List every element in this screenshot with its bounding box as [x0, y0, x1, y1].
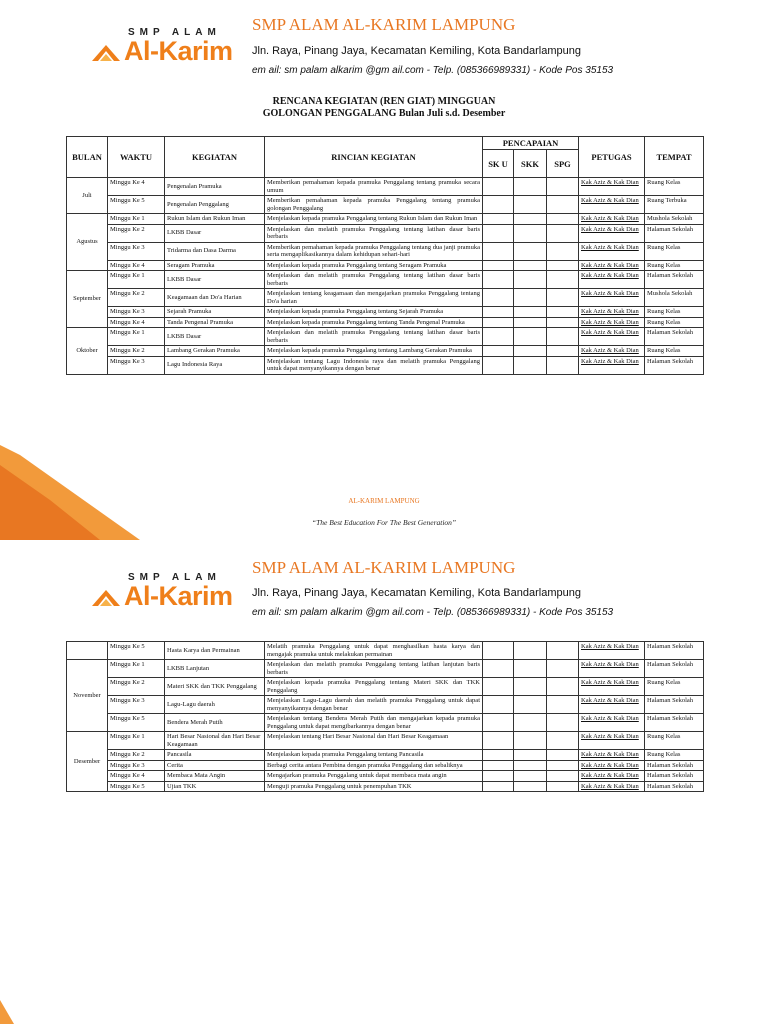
col-header-spg: SPG — [547, 150, 579, 178]
tempat-cell: Mushola Sekolah — [645, 289, 704, 307]
spg-cell — [547, 642, 579, 660]
waktu-cell: Minggu Ke 3 — [108, 242, 165, 260]
petugas-cell: Kak Aziz & Kak Dian — [579, 696, 645, 714]
petugas-cell: Kak Aziz & Kak Dian — [579, 317, 645, 328]
spg-cell — [547, 328, 579, 346]
school-logo — [90, 27, 240, 72]
rincian-cell: Menjelaskan tentang Lagu Indonesia raya dan melatih pramuka Penggalang untuk dapat menyanyikannya dengan benar — [265, 356, 483, 374]
tempat-cell: Halaman Sekolah — [645, 328, 704, 346]
logo-mark-icon — [90, 41, 122, 63]
month-cell: Agustus — [67, 214, 108, 271]
skk-cell — [514, 196, 547, 214]
spg-cell — [547, 660, 579, 678]
rincian-cell: Memberikan pemahaman kepada pramuka Penggalang tentang pramuka secara umum — [265, 178, 483, 196]
tempat-cell: Ruang Terbuka — [645, 196, 704, 214]
petugas-cell: Kak Aziz & Kak Dian — [579, 678, 645, 696]
logo-name-text: Al-Karim — [124, 36, 233, 66]
sku-cell — [483, 242, 514, 260]
spg-cell — [547, 271, 579, 289]
petugas-cell: Kak Aziz & Kak Dian — [579, 660, 645, 678]
month-cell: Desember — [67, 732, 108, 792]
schedule-body — [67, 178, 704, 375]
logo-top-text: SMP ALAM — [128, 27, 221, 38]
petugas-cell: Kak Aziz & Kak Dian — [579, 289, 645, 307]
col-header-waktu: WAKTU — [108, 137, 165, 178]
spg-cell — [547, 750, 579, 761]
waktu-cell: Minggu Ke 4 — [108, 178, 165, 196]
schedule-body-continued — [67, 642, 704, 792]
petugas-cell: Kak Aziz & Kak Dian — [579, 271, 645, 289]
spg-cell — [547, 289, 579, 307]
spg-cell — [547, 696, 579, 714]
petugas-cell: Kak Aziz & Kak Dian — [579, 346, 645, 357]
school-contact: em ail: sm palam alkarim @gm ail.com - Telp. (085366989331) - Kode Pos 35153 — [252, 65, 614, 76]
tempat-cell: Halaman Sekolah — [645, 760, 704, 771]
spg-cell — [547, 771, 579, 782]
petugas-cell: Kak Aziz & Kak Dian — [579, 642, 645, 660]
waktu-cell: Minggu Ke 1 — [108, 732, 165, 750]
waktu-cell: Minggu Ke 2 — [108, 224, 165, 242]
petugas-cell: Kak Aziz & Kak Dian — [579, 760, 645, 771]
rincian-cell: Menjelaskan kepada pramuka Penggalang tentang Materi SKK dan TKK Penggalang — [265, 678, 483, 696]
skk-cell — [514, 678, 547, 696]
spg-cell — [547, 760, 579, 771]
school-address-2: Jln. Raya, Pinang Jaya, Kecamatan Kemiling, Kota Bandarlampung — [252, 587, 581, 599]
waktu-cell: Minggu Ke 2 — [108, 289, 165, 307]
sku-cell — [483, 714, 514, 732]
table-row — [67, 714, 704, 732]
corner-decoration-icon — [0, 1000, 20, 1024]
tempat-cell: Ruang Kelas — [645, 346, 704, 357]
table-row — [67, 660, 704, 678]
rincian-cell: Menjelaskan kepada pramuka Penggalang tentang Tanda Pengenal Pramuka — [265, 317, 483, 328]
waktu-cell: Minggu Ke 2 — [108, 346, 165, 357]
table-row — [67, 771, 704, 782]
kegiatan-cell: LKBB Dasar — [165, 271, 265, 289]
kegiatan-cell: LKBB Dasar — [165, 224, 265, 242]
table-row — [67, 289, 704, 307]
table-row — [67, 178, 704, 196]
month-cell: September — [67, 271, 108, 328]
sku-cell — [483, 260, 514, 271]
col-header-skk: SKK — [514, 150, 547, 178]
spg-cell — [547, 714, 579, 732]
waktu-cell: Minggu Ke 4 — [108, 771, 165, 782]
skk-cell — [514, 346, 547, 357]
title-line-1: RENCANA KEGIATAN (REN GIAT) MINGGUAN — [272, 96, 496, 107]
rincian-cell: Berbagi cerita antara Pembina dengan pramuka Penggalang dan sebaliknya — [265, 760, 483, 771]
kegiatan-cell: Membaca Mata Angin — [165, 771, 265, 782]
sku-cell — [483, 696, 514, 714]
petugas-cell: Kak Aziz & Kak Dian — [579, 260, 645, 271]
rincian-cell: Menjelaskan kepada pramuka Penggalang tentang Pancasila — [265, 750, 483, 761]
waktu-cell: Minggu Ke 1 — [108, 271, 165, 289]
col-header-pencapaian: PENCAPAIAN — [483, 137, 579, 150]
spg-cell — [547, 356, 579, 374]
logo-name-text: Al-Karim — [124, 581, 233, 611]
table-row — [67, 317, 704, 328]
tempat-cell: Halaman Sekolah — [645, 356, 704, 374]
table-row — [67, 760, 704, 771]
skk-cell — [514, 771, 547, 782]
skk-cell — [514, 660, 547, 678]
spg-cell — [547, 242, 579, 260]
sku-cell — [483, 196, 514, 214]
sku-cell — [483, 356, 514, 374]
skk-cell — [514, 224, 547, 242]
footer-motto: “The Best Education For The Best Generation” — [311, 518, 457, 527]
skk-cell — [514, 307, 547, 318]
petugas-cell: Kak Aziz & Kak Dian — [579, 771, 645, 782]
spg-cell — [547, 317, 579, 328]
skk-cell — [514, 760, 547, 771]
petugas-cell: Kak Aziz & Kak Dian — [579, 224, 645, 242]
spg-cell — [547, 781, 579, 792]
skk-cell — [514, 271, 547, 289]
kegiatan-cell: Ujian TKK — [165, 781, 265, 792]
tempat-cell: Ruang Kelas — [645, 242, 704, 260]
waktu-cell: Minggu Ke 2 — [108, 678, 165, 696]
table-row — [67, 242, 704, 260]
tempat-cell: Halaman Sekolah — [645, 771, 704, 782]
waktu-cell: Minggu Ke 1 — [108, 328, 165, 346]
kegiatan-cell: Hasta Karya dan Permainan — [165, 642, 265, 660]
tempat-cell: Halaman Sekolah — [645, 642, 704, 660]
kegiatan-cell: Cerita — [165, 760, 265, 771]
sku-cell — [483, 178, 514, 196]
table-row — [67, 196, 704, 214]
rincian-cell: Menjelaskan kepada pramuka Penggalang tentang Rukun Islam dan Rukun Iman — [265, 214, 483, 225]
waktu-cell: Minggu Ke 5 — [108, 196, 165, 214]
skk-cell — [514, 642, 547, 660]
table-row — [67, 750, 704, 761]
tempat-cell: Ruang Kelas — [645, 260, 704, 271]
tempat-cell: Halaman Sekolah — [645, 714, 704, 732]
skk-cell — [514, 750, 547, 761]
schedule-table — [66, 136, 704, 375]
school-logo-2 — [90, 572, 240, 617]
school-address: Jln. Raya, Pinang Jaya, Kecamatan Kemiling, Kota Bandarlampung — [252, 45, 581, 57]
waktu-cell: Minggu Ke 2 — [108, 750, 165, 761]
skk-cell — [514, 696, 547, 714]
skk-cell — [514, 178, 547, 196]
sku-cell — [483, 771, 514, 782]
sku-cell — [483, 214, 514, 225]
school-contact-2: em ail: sm palam alkarim @gm ail.com - Telp. (085366989331) - Kode Pos 35153 — [252, 607, 614, 618]
spg-cell — [547, 678, 579, 696]
rincian-cell: Menjelaskan tentang Hari Besar Nasional dan Hari Besar Keagamaan — [265, 732, 483, 750]
petugas-cell: Kak Aziz & Kak Dian — [579, 750, 645, 761]
sku-cell — [483, 307, 514, 318]
month-cell: November — [67, 660, 108, 732]
table-row — [67, 696, 704, 714]
sku-cell — [483, 328, 514, 346]
sku-cell — [483, 781, 514, 792]
kegiatan-cell: LKBB Lanjutan — [165, 660, 265, 678]
petugas-cell: Kak Aziz & Kak Dian — [579, 307, 645, 318]
kegiatan-cell: Tanda Pengenal Pramuka — [165, 317, 265, 328]
rincian-cell: Menjelaskan kepada pramuka Penggalang tentang Lambang Gerakan Pramuka — [265, 346, 483, 357]
kegiatan-cell: Lambang Gerakan Pramuka — [165, 346, 265, 357]
kegiatan-cell: Seragam Pramuka — [165, 260, 265, 271]
col-header-bulan: BULAN — [67, 137, 108, 178]
kegiatan-cell: Lagu Indonesia Raya — [165, 356, 265, 374]
col-header-petugas: PETUGAS — [579, 137, 645, 178]
rincian-cell: Menjelaskan tentang Bendera Merah Putih dan mengajarkan kepada pramuka Penggalang untuk dapat mengibarkannya dengan benar — [265, 714, 483, 732]
school-name: SMP ALAM AL-KARIM LAMPUNG — [252, 15, 516, 34]
kegiatan-cell: Keagamaan dan Do'a Harian — [165, 289, 265, 307]
waktu-cell: Minggu Ke 3 — [108, 356, 165, 374]
rincian-cell: Menjelaskan dan melatih pramuka Penggalang tentang latihan lanjutan baris berbaris — [265, 660, 483, 678]
rincian-cell: Menjelaskan dan melatih pramuka Penggalang tentang latihan dasar baris berbaris — [265, 271, 483, 289]
sku-cell — [483, 660, 514, 678]
kegiatan-cell: Lagu-Lagu daerah — [165, 696, 265, 714]
col-header-sku: SK U — [483, 150, 514, 178]
table-row — [67, 346, 704, 357]
waktu-cell: Minggu Ke 4 — [108, 317, 165, 328]
col-header-tempat: TEMPAT — [645, 137, 704, 178]
tempat-cell: Ruang Kelas — [645, 178, 704, 196]
kegiatan-cell: Materi SKK dan TKK Penggalang — [165, 678, 265, 696]
skk-cell — [514, 732, 547, 750]
rincian-cell: Memberikan pemahaman kepada pramuka Penggalang tentang pramuka golongan Penggalang — [265, 196, 483, 214]
sku-cell — [483, 732, 514, 750]
tempat-cell: Halaman Sekolah — [645, 660, 704, 678]
footer-school-name: AL-KARIM LAMPUNG — [348, 497, 420, 505]
waktu-cell: Minggu Ke 5 — [108, 714, 165, 732]
table-row — [67, 642, 704, 660]
petugas-cell: Kak Aziz & Kak Dian — [579, 781, 645, 792]
spg-cell — [547, 178, 579, 196]
petugas-cell: Kak Aziz & Kak Dian — [579, 356, 645, 374]
waktu-cell: Minggu Ke 3 — [108, 760, 165, 771]
spg-cell — [547, 307, 579, 318]
rincian-cell: Menguji pramuka Penggalang untuk penempuhan TKK — [265, 781, 483, 792]
table-row — [67, 271, 704, 289]
waktu-cell: Minggu Ke 3 — [108, 696, 165, 714]
spg-cell — [547, 224, 579, 242]
skk-cell — [514, 714, 547, 732]
petugas-cell: Kak Aziz & Kak Dian — [579, 196, 645, 214]
petugas-cell: Kak Aziz & Kak Dian — [579, 214, 645, 225]
kegiatan-cell: Pancasila — [165, 750, 265, 761]
kegiatan-cell: Pengenalan Penggalang — [165, 196, 265, 214]
rincian-cell: Menjelaskan Lagu-Lagu daerah dan melatih pramuka Penggalang untuk dapat menyanyikannya dengan benar — [265, 696, 483, 714]
petugas-cell: Kak Aziz & Kak Dian — [579, 242, 645, 260]
col-header-rincian: RINCIAN KEGIATAN — [265, 137, 483, 178]
sku-cell — [483, 346, 514, 357]
spg-cell — [547, 346, 579, 357]
skk-cell — [514, 260, 547, 271]
tempat-cell: Ruang Kelas — [645, 317, 704, 328]
table-row — [67, 781, 704, 792]
tempat-cell: Ruang Kelas — [645, 678, 704, 696]
rincian-cell: Menjelaskan tentang keagamaan dan mengajarkan pramuka Penggalang tentang Do'a harian — [265, 289, 483, 307]
sku-cell — [483, 317, 514, 328]
rincian-cell: Menjelaskan kepada pramuka Penggalang tentang Seragam Pramuka — [265, 260, 483, 271]
tempat-cell: Halaman Sekolah — [645, 696, 704, 714]
waktu-cell: Minggu Ke 1 — [108, 214, 165, 225]
kegiatan-cell: Bendera Merah Putih — [165, 714, 265, 732]
table-row — [67, 307, 704, 318]
waktu-cell: Minggu Ke 4 — [108, 260, 165, 271]
table-row — [67, 214, 704, 225]
col-header-kegiatan: KEGIATAN — [165, 137, 265, 178]
kegiatan-cell: Sejarah Pramuka — [165, 307, 265, 318]
rincian-cell: Menjelaskan dan melatih pramuka Penggalang tentang latihan dasar baris berbaris — [265, 224, 483, 242]
skk-cell — [514, 328, 547, 346]
tempat-cell: Halaman Sekolah — [645, 781, 704, 792]
petugas-cell: Kak Aziz & Kak Dian — [579, 178, 645, 196]
skk-cell — [514, 214, 547, 225]
table-row — [67, 260, 704, 271]
skk-cell — [514, 289, 547, 307]
tempat-cell: Mushola Sekolah — [645, 214, 704, 225]
table-row — [67, 356, 704, 374]
sku-cell — [483, 271, 514, 289]
tempat-cell: Ruang Kelas — [645, 732, 704, 750]
waktu-cell: Minggu Ke 5 — [108, 781, 165, 792]
rincian-cell: Mengajarkan pramuka Penggalang untuk dapat membaca mata angin — [265, 771, 483, 782]
logo-mark-icon — [90, 586, 122, 608]
rincian-cell: Melatih pramuka Penggalang untuk dapat menghasilkan hasta karya dan mengajak pramuka untuk melakukan permainan — [265, 642, 483, 660]
table-row — [67, 224, 704, 242]
month-cell: Oktober — [67, 328, 108, 375]
tempat-cell: Ruang Kelas — [645, 750, 704, 761]
waktu-cell: Minggu Ke 5 — [108, 642, 165, 660]
spg-cell — [547, 260, 579, 271]
waktu-cell: Minggu Ke 1 — [108, 660, 165, 678]
sku-cell — [483, 224, 514, 242]
schedule-table-continued — [66, 641, 704, 792]
sku-cell — [483, 750, 514, 761]
sku-cell — [483, 678, 514, 696]
skk-cell — [514, 356, 547, 374]
spg-cell — [547, 732, 579, 750]
petugas-cell: Kak Aziz & Kak Dian — [579, 732, 645, 750]
school-name-2: SMP ALAM AL-KARIM LAMPUNG — [252, 558, 516, 577]
kegiatan-cell: Pengenalan Pramuka — [165, 178, 265, 196]
month-cell: Juli — [67, 178, 108, 214]
table-row — [67, 328, 704, 346]
skk-cell — [514, 317, 547, 328]
sku-cell — [483, 642, 514, 660]
rincian-cell: Memberikan pemahaman kepada pramuka Penggalang tentang dua janji pramuka serta mengaplikasikannya dalam kehidupan sehari-hari — [265, 242, 483, 260]
tempat-cell: Halaman Sekolah — [645, 271, 704, 289]
spg-cell — [547, 196, 579, 214]
title-line-2: GOLONGAN PENGGALANG Bulan Juli s.d. Desember — [262, 108, 506, 119]
sku-cell — [483, 289, 514, 307]
tempat-cell: Halaman Sekolah — [645, 224, 704, 242]
rincian-cell: Menjelaskan dan melatih pramuka Penggalang tentang latihan dasar baris berbaris — [265, 328, 483, 346]
table-row — [67, 732, 704, 750]
petugas-cell: Kak Aziz & Kak Dian — [579, 328, 645, 346]
kegiatan-cell: Hari Besar Nasional dan Hari Besar Keagamaan — [165, 732, 265, 750]
month-cell — [67, 642, 108, 660]
petugas-cell: Kak Aziz & Kak Dian — [579, 714, 645, 732]
skk-cell — [514, 242, 547, 260]
tempat-cell: Ruang Kelas — [645, 307, 704, 318]
document-page-2 — [0, 540, 768, 1024]
spg-cell — [547, 214, 579, 225]
document-title — [0, 96, 768, 120]
table-row — [67, 678, 704, 696]
skk-cell — [514, 781, 547, 792]
waktu-cell: Minggu Ke 3 — [108, 307, 165, 318]
logo-top-text: SMP ALAM — [128, 572, 221, 583]
rincian-cell: Menjelaskan kepada pramuka Penggalang tentang Sejarah Pramuka — [265, 307, 483, 318]
kegiatan-cell: Rukun Islam dan Rukun Iman — [165, 214, 265, 225]
kegiatan-cell: Tridarma dan Dasa Darma — [165, 242, 265, 260]
kegiatan-cell: LKBB Dasar — [165, 328, 265, 346]
sku-cell — [483, 760, 514, 771]
